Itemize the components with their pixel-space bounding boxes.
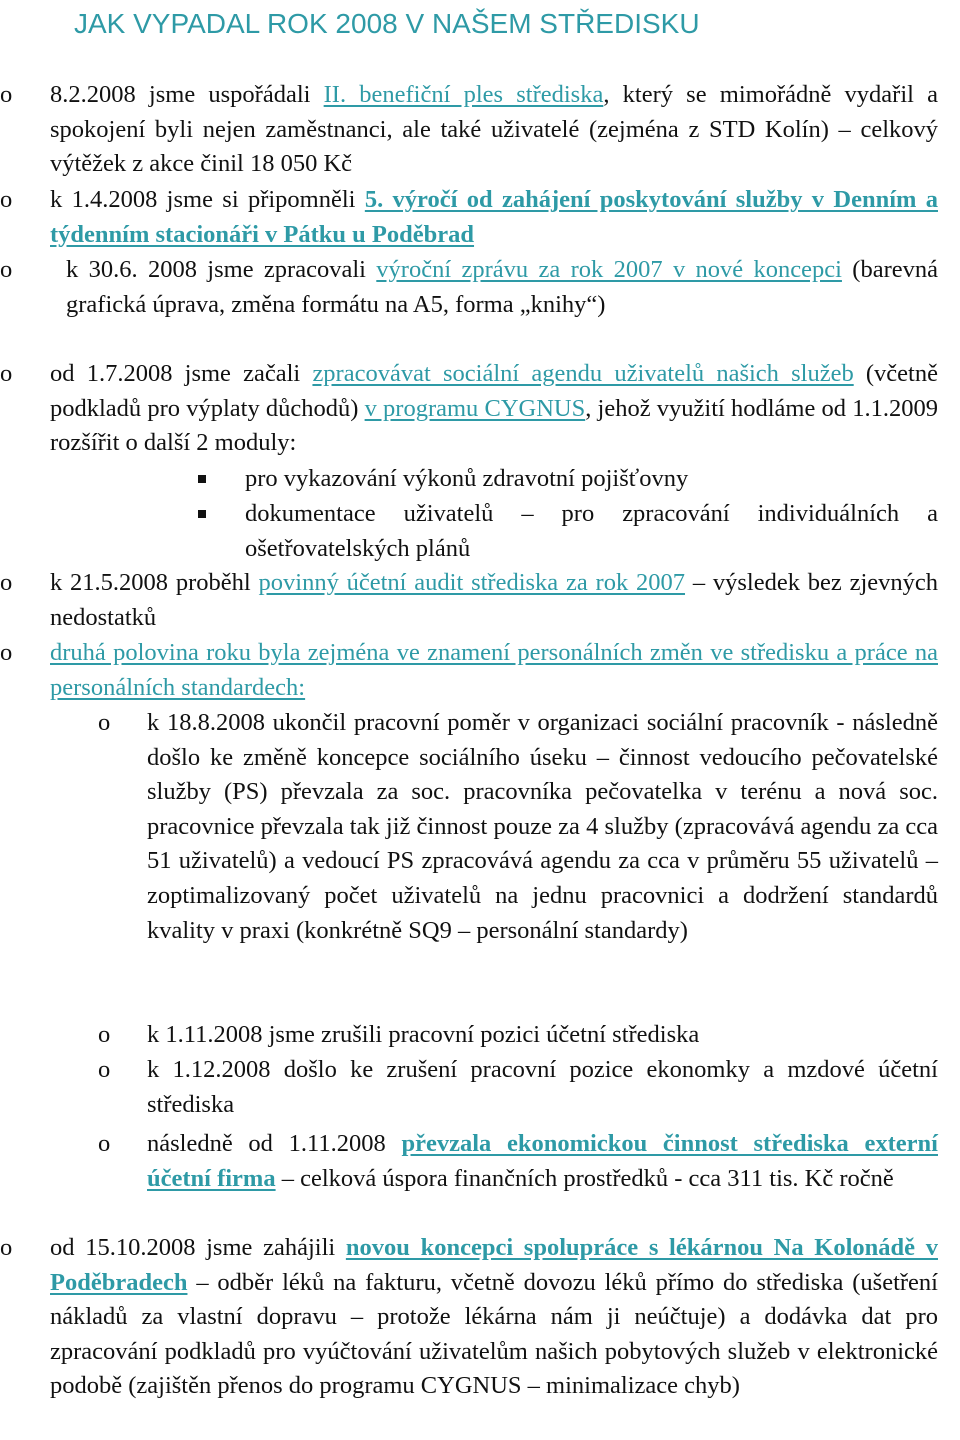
cygnus-program-link[interactable]: v programu CYGNUS [364, 394, 586, 422]
list-item: 8.2.2008 jsme uspořádali II. benefiční ples střediska, který se mimořádně vydařil a spokojení byli nejen zaměstnanci, ale také uživatelé (zejména z STD Kolín) – celkový výtěžek z akce činil 18 050 Kč [50, 81, 938, 178]
sub-bullet-marker: o [98, 1021, 111, 1048]
bullet-marker: o [0, 639, 13, 666]
square-bullet-icon [198, 510, 206, 518]
audit-link[interactable]: povinný účetní audit střediska za rok 2007 [258, 569, 686, 596]
list-item [50, 636, 938, 705]
bullet-marker: o [0, 81, 13, 108]
bullet-marker: o [0, 1234, 13, 1261]
module-item: dokumentace uživatelů – pro zpracování individuálních a ošetřovatelských plánů [245, 500, 938, 562]
sub-bullet-marker: o [98, 709, 111, 736]
page-title: JAK VYPADAL ROK 2008 V NAŠEM STŘEDISKU [74, 8, 700, 39]
sub-bullet-marker: o [98, 1130, 111, 1157]
square-bullet-icon [198, 475, 206, 483]
annual-report-link[interactable]: výroční zprávu za rok 2007 v nové koncepci [376, 256, 842, 283]
list-item: k 1.4.2008 jsme si připomněli 5. výročí od zahájení poskytování služby v Denním a týdenním stacionáři v Pátku u Poděbrad [50, 186, 938, 248]
social-agenda-link[interactable]: zpracovávat sociální agendu uživatelů našich služeb [312, 360, 854, 387]
bullet-marker: o [0, 256, 13, 283]
bullet-marker: o [0, 569, 13, 596]
sub-list-item: k 18.8.2008 ukončil pracovní poměr v organizaci sociální pracovník - následně došlo ke změně koncepce sociálního úseku – činnost vedoucího pečovatelské služby (PS) převzala za soc. pracovníka pečovatelka v terénu a nová soc. pracovnice převzala tak již činnost pouze za 4 služby (zpracovává agendu za cca 51 uživatelů) a vedoucí PS zpracovává agendu za cca v průměru 55 uživatelů – zoptimalizovaný počet uživatelů na jednu pracovnici a dodržení standardů kvality v praxi (konkrétně SQ9 – personální standardy) [147, 709, 938, 944]
sub-bullet-marker: o [98, 1056, 111, 1083]
list-item: od 15.10.2008 jsme zahájili novou koncepci spolupráce s lékárnou Na Kolonádě v Poděbradech – odběr léků na fakturu, včetně dovozu léků přímo do střediska (ušetření nákladů za vlastní dopravu – protože lékárna nám ji neúčtuje) a dodávka dat pro zpracování podkladů pro vyúčtování uživatelům našich pobytových služeb v elektronické podobě (zajištěn přenos do programu CYGNUS – minimalizace chyb) [50, 1234, 938, 1400]
external-accounting-link[interactable]: převzala ekonomickou činnost střediska externí účetní firma [147, 1130, 938, 1192]
anniversary-link[interactable]: 5. výročí od zahájení poskytování služby v Denním a týdenním stacionáři v Pátku u Poděbrad [50, 186, 938, 248]
list-item: k 21.5.2008 proběhl povinný účetní audit střediska za rok 2007 – výsledek bez zjevných nedostatků [50, 569, 939, 631]
bullet-marker: o [0, 360, 13, 387]
module-item: pro vykazování výkonů zdravotní pojišťovny [245, 465, 689, 492]
sub-list-item: následně od 1.11.2008 převzala ekonomickou činnost střediska externí účetní firma – celková úspora finančních prostředků - cca 311 tis. Kč ročně [147, 1130, 938, 1192]
list-item: k 30.6. 2008 jsme zpracovali výroční zprávu za rok 2007 v nové koncepci (barevná grafická úprava, změna formátu na A5, forma „knihy“) [66, 256, 938, 318]
sub-list-item: k 1.12.2008 došlo ke zrušení pracovní pozice ekonomky a mzdové účetní střediska [147, 1056, 938, 1118]
benefit-ball-link[interactable]: II. benefiční ples střediska [323, 81, 604, 108]
pharmacy-cooperation-link[interactable]: novou koncepci spolupráce s lékárnou Na Kolonádě v Poděbradech [50, 1234, 938, 1296]
personnel-changes-link[interactable]: druhá polovina roku byla zejména ve znamení personálních změn ve středisku a práce na personálních standardech: [50, 639, 938, 701]
list-item: od 1.7.2008 jsme začali zpracovávat sociální agendu uživatelů našich služeb (včetně podkladů pro výplaty důchodů) v programu CYGNUS, jehož využití hodláme od 1.1.2009 rozšířit o další 2 moduly: [50, 360, 938, 457]
sub-list-item: k 1.11.2008 jsme zrušili pracovní pozici účetní střediska [147, 1021, 700, 1048]
bullet-marker: o [0, 186, 13, 213]
